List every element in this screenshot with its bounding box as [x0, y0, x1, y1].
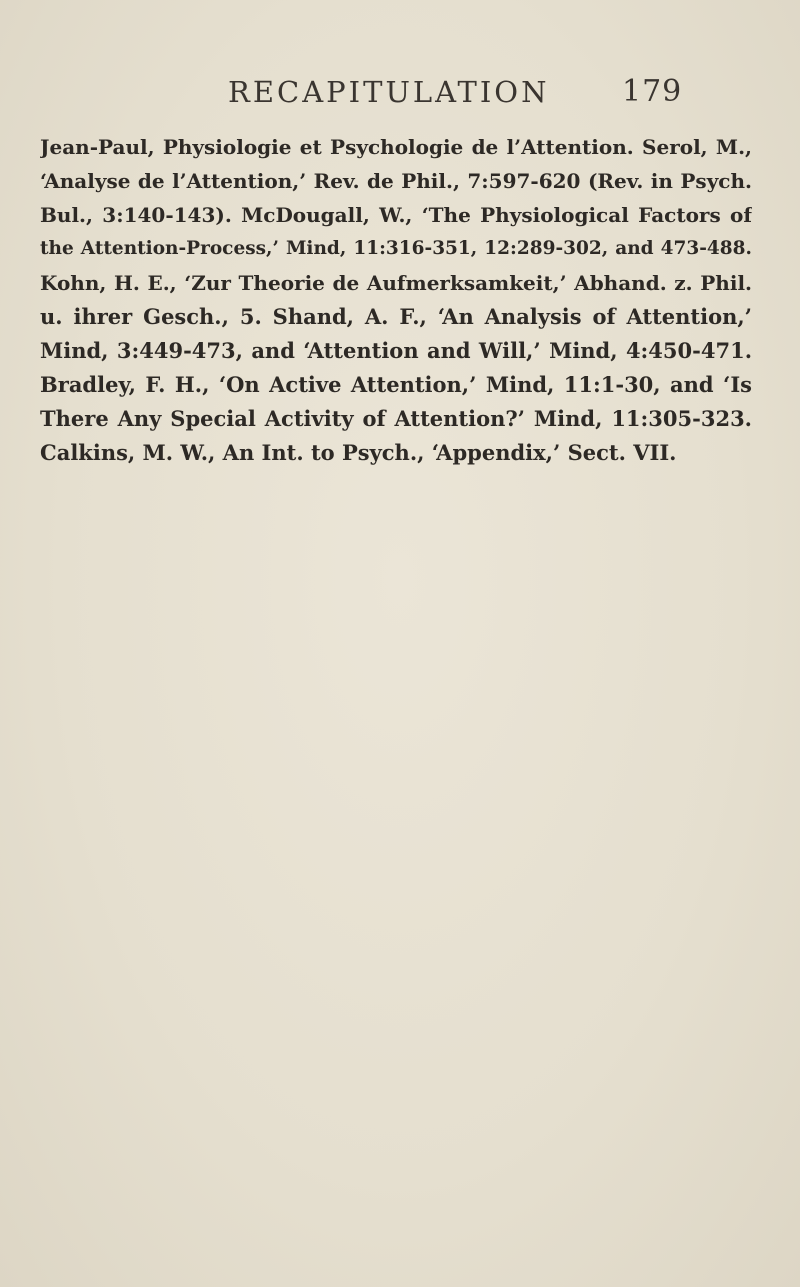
- text-line: Bradley, F. H., ‘On Active Attention,’ Mind, 11:1-30, and ‘Is: [40, 372, 752, 397]
- text-line: ‘Analyse de l’Attention,’ Rev. de Phil., 7:597-620 (Rev. in Psych.: [40, 169, 752, 193]
- text-line: Kohn, H. E., ‘Zur Theorie de Aufmerksamkeit,’ Abhand. z. Phil.: [40, 271, 752, 295]
- text-line: Mind, 3:449-473, and ‘Attention and Will,’ Mind, 4:450-471.: [40, 338, 752, 363]
- text-line: There Any Special Activity of Attention?’ Mind, 11:305-323.: [40, 406, 752, 431]
- running-title: RECAPITULATION: [228, 75, 550, 109]
- text-line: Jean-Paul, Physiologie et Psychologie de l’Attention. Serol, M.,: [40, 135, 752, 159]
- text-line: the Attention-Process,’ Mind, 11:316-351, 12:289-302, and 473-488.: [40, 238, 752, 259]
- bibliography-paragraph: [40, 130, 752, 470]
- text-line: Calkins, M. W., An Int. to Psych., ‘Appendix,’ Sect. VII.: [40, 440, 677, 465]
- text-line: u. ihrer Gesch., 5. Shand, A. F., ‘An Analysis of Attention,’: [40, 304, 752, 329]
- text-line: Bul., 3:140-143). McDougall, W., ‘The Physiological Factors of: [40, 203, 752, 227]
- page-number: 179: [622, 74, 683, 109]
- running-head: [0, 74, 800, 114]
